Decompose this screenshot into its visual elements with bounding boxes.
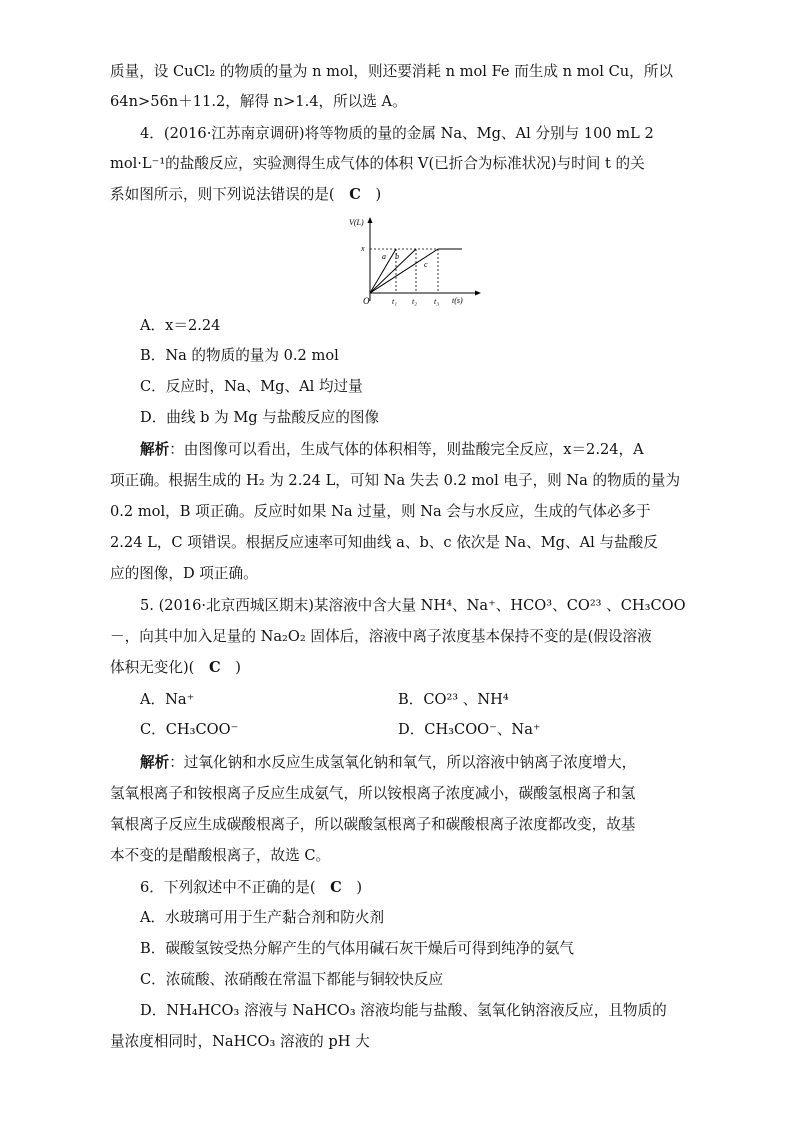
analysis-line [140, 753, 636, 773]
analysis-line: 应的图像，D 项正确。 [110, 565, 258, 582]
analysis-label: 解析 [140, 441, 170, 458]
option-d: D．CH₃COO⁻、Na⁺ [398, 721, 541, 738]
curve-c-label: c [424, 260, 428, 269]
stem-text: ) [235, 659, 241, 676]
analysis-line: 2.24 L，C 项错误。根据反应速率可知曲线 a、b、c 依次是 Na、Mg、Al 与盐酸反 [110, 534, 658, 551]
question-4-stem [110, 185, 381, 205]
option-d: D．曲线 b 为 Mg 与盐酸反应的图像 [140, 409, 380, 426]
answer-letter: C [330, 879, 342, 896]
y-axis-arrow [368, 217, 373, 223]
option-c: C．浓硫酸、浓硝酸在常温下都能与铜较快反应 [140, 971, 444, 988]
curve-c [370, 249, 438, 293]
option-b: B．CO²³ 、NH⁴ [398, 691, 509, 708]
question-4-stem: mol·L⁻¹的盐酸反应，实验测得生成气体的体积 V(已折合为标准状况)与时间 t 的关 [110, 155, 645, 172]
question-5-stem: －，向其中加入足量的 Na₂O₂ 固体后，溶液中离子浓度基本保持不变的是(假设溶液 [110, 628, 652, 645]
volume-time-graph [344, 215, 484, 307]
t1-label: t₁ [392, 297, 398, 306]
stem-text: 体积无变化)( [110, 659, 195, 676]
t2-label: t₂ [412, 297, 418, 306]
curve-b-label: b [395, 252, 399, 261]
origin-label: O [363, 296, 370, 306]
question-4-stem: 4．(2016·江苏南京调研)将等物质的量的金属 Na、Mg、Al 分别与 100 mL 2 [140, 125, 654, 142]
option-b: B．碳酸氢铵受热分解产生的气体用碱石灰干燥后可得到纯净的氨气 [140, 940, 574, 957]
curve-a-label: a [382, 252, 386, 261]
analysis-label: 解析 [140, 754, 170, 771]
analysis-line: 氧根离子反应生成碳酸根离子，所以碳酸氢根离子和碳酸根离子浓度都改变，故基 [110, 816, 636, 833]
x-axis-label: t(s) [452, 296, 463, 305]
analysis-line: 0.2 mol，B 项正确。反应时如果 Na 过量，则 Na 会与水反应，生成的气体必多于 [110, 503, 651, 520]
question-5-stem: 5. (2016·北京西城区期末)某溶液中含大量 NH⁴、Na⁺、HCO³、CO²³ 、CH₃COO [140, 597, 686, 614]
stem-text: 系如图所示，则下列说法错误的是( [110, 186, 335, 203]
question-5-stem [110, 658, 241, 678]
curve-b [370, 249, 416, 293]
stem-text: 6．下列叙述中不正确的是( [140, 879, 316, 896]
option-b: B．Na 的物质的量为 0.2 mol [140, 347, 339, 364]
stem-text: ) [356, 879, 363, 896]
t3-label: t₃ [434, 297, 440, 306]
option-c: C．CH₃COO⁻ [140, 721, 239, 738]
option-a: A．Na⁺ [140, 691, 195, 708]
analysis-line [140, 440, 644, 460]
analysis-text: ：由图像可以看出，生成气体的体积相等，则盐酸完全反应，x＝2.24，A [169, 441, 644, 458]
option-a: A．水玻璃可用于生产黏合剂和防火剂 [140, 909, 385, 926]
answer-letter: C [349, 186, 361, 203]
option-d-continued: 量浓度相同时，NaHCO₃ 溶液的 pH 大 [110, 1033, 370, 1050]
option-c: C．反应时，Na、Mg、Al 均过量 [140, 378, 363, 395]
x-axis-arrow [475, 291, 481, 296]
analysis-line: 氢氧根离子和铵根离子反应生成氨气，所以铵根离子浓度减小，碳酸氢根离子和氢 [110, 785, 636, 802]
stem-text: ) [375, 186, 382, 203]
analysis-text: ：过氧化钠和水反应生成氢氧化钠和氧气，所以溶液中钠离子浓度增大， [169, 754, 637, 771]
analysis-line: 本不变的是醋酸根离子，故选 C。 [110, 847, 331, 864]
text-line: 质量，设 CuCl₂ 的物质的量为 n mol，则还要消耗 n mol Fe 而生成 n mol Cu，所以 [110, 63, 673, 80]
analysis-line: 项正确。根据生成的 H₂ 为 2.24 L，可知 Na 失去 0.2 mol 电子，则 Na 的物质的量为 [110, 472, 681, 489]
option-d: D．NH₄HCO₃ 溶液与 NaHCO₃ 溶液均能与盐酸、氢氧化钠溶液反应，且物质的 [140, 1002, 667, 1019]
question-6-stem [140, 878, 362, 898]
option-a: A．x＝2.24 [140, 317, 221, 334]
text-line: 64n>56n＋11.2，解得 n>1.4，所以选 A。 [110, 93, 407, 110]
x-value-label: x [361, 244, 365, 253]
answer-letter: C [209, 659, 221, 676]
y-axis-label: V(L) [349, 218, 364, 227]
